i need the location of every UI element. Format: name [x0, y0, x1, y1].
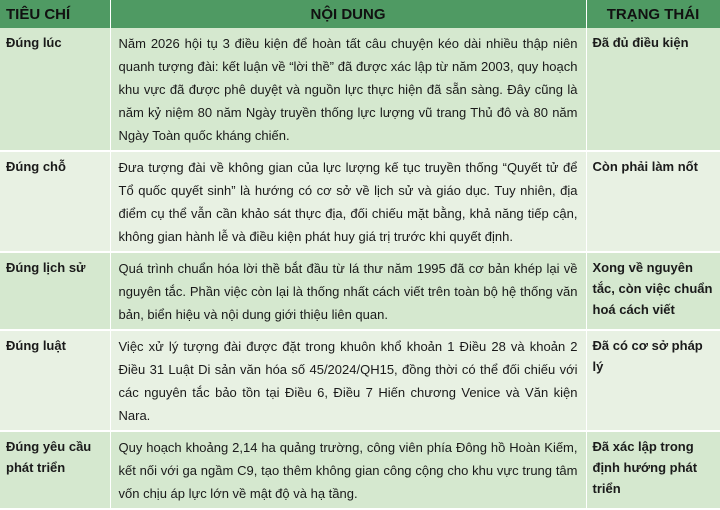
- status-cell: Còn phải làm nốt: [586, 151, 720, 252]
- criteria-cell: Đúng lịch sử: [0, 252, 110, 330]
- criteria-cell: Đúng yêu cầu phát triển: [0, 431, 110, 509]
- content-cell: Quy hoạch khoảng 2,14 ha quảng trường, công viên phía Đông hồ Hoàn Kiếm, kết nối với ga ngầm C9, tạo thêm không gian công cộng cho khu vực trung tâm vốn chịu áp lực lớn về mật độ và hạ tầng.: [110, 431, 586, 509]
- content-cell: Quá trình chuẩn hóa lời thề bắt đầu từ lá thư năm 1995 đã cơ bản khép lại về nguyên tắc. Phần việc còn lại là thống nhất cách viết trên toàn bộ hệ thống văn bản, biển hiệu và nội dung giới thiệu liên quan.: [110, 252, 586, 330]
- table-row: [0, 28, 720, 151]
- content-cell: Việc xử lý tượng đài được đặt trong khuôn khổ khoản 1 Điều 28 và khoản 2 Điều 31 Luật Di sản văn hóa số 45/2024/QH15, đồng thời có thể đối chiếu với các nguyên tắc bảo tồn tại Điều 6, Điều 7 Hiến chương Venice và Văn kiện Nara.: [110, 330, 586, 431]
- table-row: [0, 252, 720, 330]
- status-cell: Đã đủ điều kiện: [586, 28, 720, 151]
- table-header-row: [0, 0, 720, 28]
- header-content: NỘI DUNG: [110, 0, 586, 28]
- status-cell: Đã xác lập trong định hướng phát triển: [586, 431, 720, 509]
- content-cell: Đưa tượng đài về không gian của lực lượng kế tục truyền thống “Quyết tử để Tổ quốc quyết sinh” là hướng có cơ sở về lịch sử và giáo dục. Tuy nhiên, địa điểm cụ thể vẫn cần khảo sát thực địa, đối chiếu mặt bằng, khả năng tiếp cận, không gian hành lễ và điều kiện phát huy giá trị trước khi quyết định.: [110, 151, 586, 252]
- table-row: [0, 330, 720, 431]
- criteria-cell: Đúng luật: [0, 330, 110, 431]
- criteria-cell: Đúng chỗ: [0, 151, 110, 252]
- header-criteria: TIÊU CHÍ: [0, 0, 110, 28]
- status-cell: Đã có cơ sở pháp lý: [586, 330, 720, 431]
- table-row: [0, 151, 720, 252]
- header-status: TRẠNG THÁI: [586, 0, 720, 28]
- content-cell: Năm 2026 hội tụ 3 điều kiện để hoàn tất câu chuyện kéo dài nhiều thập niên quanh tượng đài: kết luận về “lời thề” đã được xác lập từ năm 2003, quy hoạch khu vực đã được phê duyệt và nguồn lực thực hiện đã sẵn sàng. Đây cũng là năm kỷ niệm 80 năm Ngày truyền thống lực lượng vũ trang Thủ đô và 80 năm Ngày Toàn quốc kháng chiến.: [110, 28, 586, 151]
- status-cell: Xong về nguyên tắc, còn việc chuẩn hoá cách viết: [586, 252, 720, 330]
- table-row: [0, 431, 720, 509]
- criteria-cell: Đúng lúc: [0, 28, 110, 151]
